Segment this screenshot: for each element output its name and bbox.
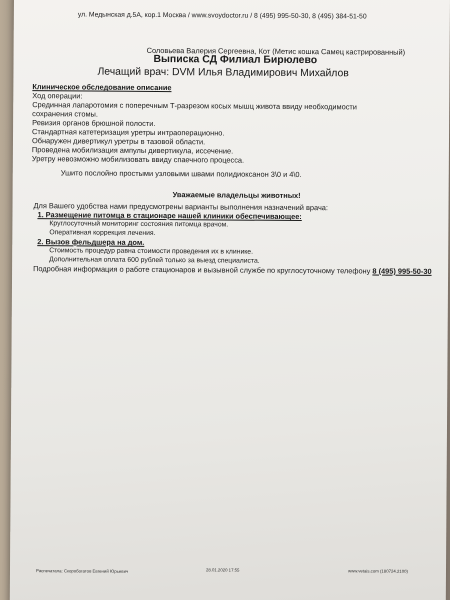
option-1-line: Оперативная коррекция лечения. bbox=[49, 229, 156, 237]
notice-intro: Для Вашего удобства нами предусмотрены варианты выполнения назначений врача: bbox=[33, 201, 329, 213]
option-2-title: 2. Вызов фельдшера на дом. bbox=[37, 237, 145, 247]
document-title: Выписка СД Филиал Бирюлево bbox=[153, 53, 318, 67]
phone-number: 8 (495) 995-50-30 bbox=[372, 266, 432, 276]
clinic-address-header: ул. Медынская д.5А, кор.1 Москва / www.svoydoctor.ru / 8 (495) 995-50-30, 8 (495) 384-51-50 bbox=[77, 11, 367, 21]
notice-heading: Уважаемые владельцы животных! bbox=[172, 190, 301, 201]
option-1-title: 1. Размещение питомца в стационаре нашей клиники обеспечивающее: bbox=[37, 210, 302, 222]
body-line: Стандартная катетеризация уретры интраоперационно. bbox=[32, 127, 225, 138]
closing-info bbox=[33, 264, 432, 276]
patient-line: Соловьева Валерия Сергеевна, Кот (Метис кошка Самец кастрированный) bbox=[146, 45, 406, 57]
option-1-line: Круглосуточный мониторинг состояния питомца врачом. bbox=[49, 220, 229, 229]
attending-doctor: Лечащий врач: DVM Илья Владимирович Михайлов bbox=[97, 66, 349, 80]
discharge-document bbox=[10, 0, 450, 600]
body-line: Ход операции: bbox=[32, 91, 83, 101]
printed-by: Распечатала: Скоробогатов Евгений Юрьевич bbox=[35, 568, 129, 574]
print-date: 28.01.2020 17:55 bbox=[205, 567, 240, 573]
body-line: Обнаружен дивертикул уретры в тазовой области. bbox=[31, 136, 206, 147]
option-2-line: Дополнительная оплата 600 рублей только за выезд специалиста. bbox=[49, 256, 260, 265]
suture-line: Ушито послойно простыми узловыми швами полидиоксанон 3\0 и 4\0. bbox=[60, 168, 302, 180]
option-2-line: Стоимость процедур равна стоимости проведения их в клинике. bbox=[49, 247, 254, 256]
body-line: Срединная лапаротомия с поперечным Т-разрезом косых мышц живота ввиду необходимости bbox=[32, 100, 357, 112]
body-line: Проведена мобилизация ампулы дивертикула, иссечение. bbox=[31, 145, 234, 156]
body-line: Ревизия органов брюшной полости. bbox=[32, 118, 156, 128]
section-heading: Клиническое обследование описание bbox=[32, 82, 172, 93]
body-line: Уретру невозможно мобилизовать ввиду спаечного процесса. bbox=[31, 154, 245, 165]
closing-text: Подробная информация о работе стационаров и вызывной службе по круглосуточному телефону bbox=[33, 264, 371, 276]
body-line: сохранения стомы. bbox=[32, 109, 98, 119]
software-credit: www.vetais.com (180724.2100) bbox=[347, 568, 408, 574]
